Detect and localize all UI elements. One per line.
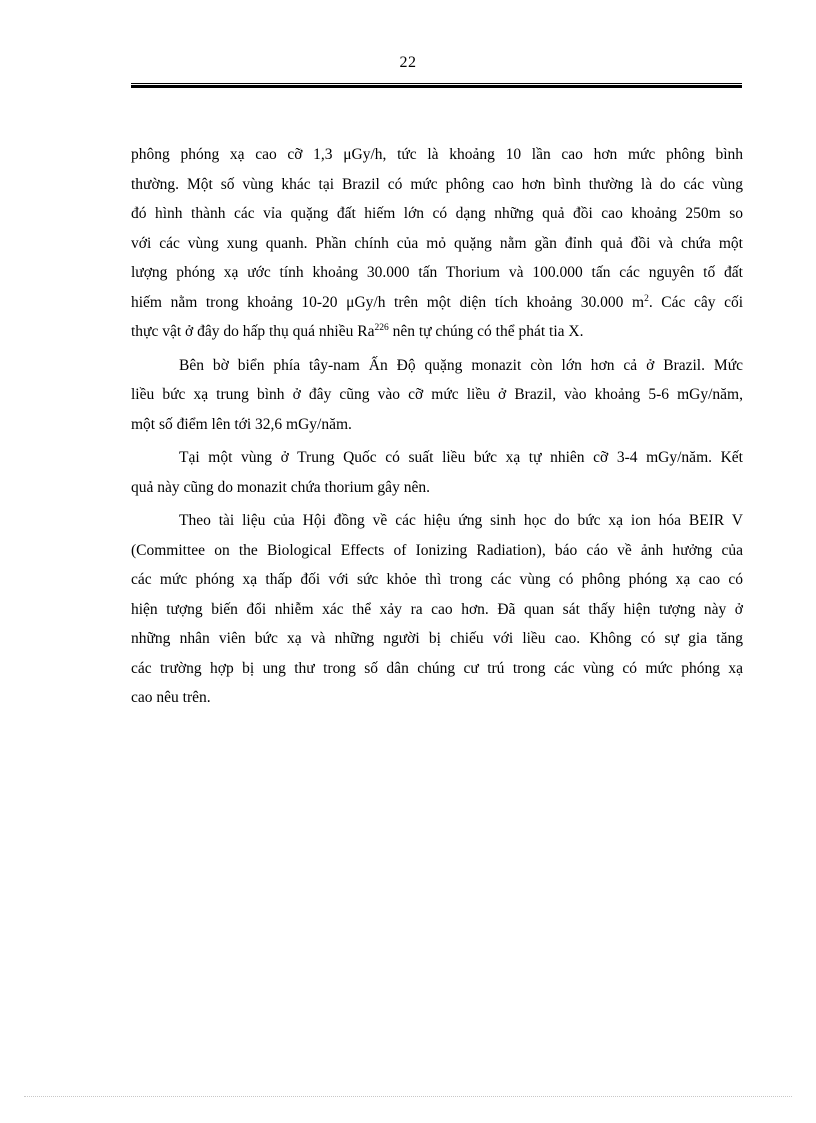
text-line: những nhân viên bức xạ và những người bị chiếu với liều cao. Không có sự gia tăng [131,630,743,647]
text-line-part: nên tự chúng có thể phát tia X. [388,323,584,340]
text-line: (Committee on the Biological Effects of Ionizing Radiation), báo cáo về ảnh hưởng của [131,541,743,559]
text-line: Tại một vùng ở Trung Quốc có suất liều bức xạ tự nhiên cỡ 3-4 mGy/năm. Kết [179,449,743,466]
text-line-part: thực vật ở đây do hấp thụ quá nhiều Ra [131,323,375,340]
text-line: Theo tài liệu của Hội đồng về các hiệu ứng sinh học do bức xạ ion hóa BEIR V [179,512,743,529]
text-line: hiện tượng biến đổi nhiễm xác thể xảy ra cao hơn. Đã quan sát thấy hiện tượng này ở [131,600,743,618]
paragraph-thorium-brazil [131,140,743,347]
text-line: Bên bờ biển phía tây-nam Ấn Độ quặng monazit còn lớn hơn cả ở Brazil. Mức [179,356,743,374]
text-line: phông phóng xạ cao cỡ 1,3 μGy/h, tức là khoảng 10 lần cao hơn mức phông bình [131,146,743,163]
text-line: các trường hợp bị ung thư trong số dân chúng cư trú trong các vùng có mức phóng xạ [131,659,743,677]
page-bottom-dotted-line [24,1096,792,1097]
text-line-part: . Các cây cối [648,293,744,311]
text-line: lượng phóng xạ ước tính khoảng 30.000 tấn Thorium và 100.000 tấn các nguyên tố đất [131,264,743,281]
text-line: với các vùng xung quanh. Phần chính của mỏ quặng nằm gần đỉnh quả đồi và chứa một [131,234,743,252]
text-line [131,317,743,347]
text-line: liều bức xạ trung bình ở đây cũng vào cỡ mức liều ở Brazil, vào khoảng 5-6 mGy/năm, [131,386,743,403]
body-text [131,140,743,713]
text-line: cao nêu trên. [131,689,211,706]
page-number: 22 [399,54,417,71]
paragraph-china [131,443,743,502]
text-line: thường. Một số vùng khác tại Brazil có mức phông cao hơn bình thường là do các vùng [131,175,743,193]
paragraph-beir-report [131,506,743,713]
text-line [131,288,743,318]
text-line: đó hình thành các vỉa quặng đất hiếm lớn có dạng những quả đồi cao khoảng 250m so [131,205,743,222]
text-line: các mức phóng xạ thấp đối với sức khỏe thì trong các vùng có phông phóng xạ cao có [131,571,743,588]
header-rule-thin-line [131,83,742,84]
text-line: một số điểm lên tới 32,6 mGy/năm. [131,415,352,433]
text-line-part: hiếm nằm trong khoảng 10-20 μGy/h trên một diện tích khoảng 30.000 m [131,293,645,311]
superscript-isotope: 226 [374,323,389,333]
header-double-rule [131,83,742,88]
superscript-exponent: 2 [644,293,649,304]
paragraph-monazite-india [131,351,743,440]
text-line: quả này cũng do monazit chứa thorium gây nên. [131,478,430,496]
header-rule-thick-line [131,85,742,88]
